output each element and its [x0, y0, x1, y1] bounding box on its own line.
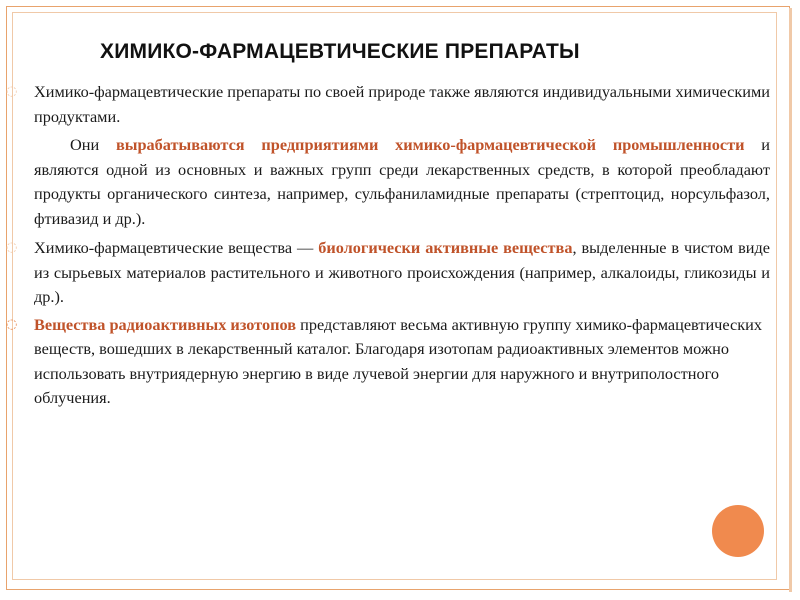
paragraph-4-highlight: Вещества радиоактивных изотопов: [34, 314, 297, 334]
bullet-icon: ◌: [6, 84, 18, 99]
paragraph-2-text-a: Они: [70, 135, 116, 154]
paragraph-3: [6, 236, 770, 310]
bullet-icon: ◌: [6, 316, 18, 332]
paragraph-2-highlight: вырабатываются предприятиями химико-фармацевтической промышленности: [115, 135, 745, 154]
paragraph-3-text-c: , выделенные в чистом виде из сырьевых материалов растительного и животного происхождения (например, алкалоиды, гликозиды и др.).: [34, 238, 770, 306]
right-decorative-stripe: [789, 8, 792, 592]
decorative-circle: [712, 505, 764, 557]
paragraph-4: [6, 313, 770, 411]
slide-title: ХИМИКО-ФАРМАЦЕВТИЧЕСКИЕ ПРЕПАРАТЫ: [100, 40, 580, 63]
paragraph-4-text-b: представляют весьма активную группу химико-фармацевтических веществ, вошедших в лекарственный каталог. Благодаря изотопам радиоактивных элементов можно использовать внутриядерную энергию в виде лучевой энергии для наружного и внутриполостного облучения.: [34, 314, 762, 407]
slide-content: [6, 80, 771, 411]
paragraph-1-text: Химико-фармацевтические препараты по своей природе также являются индивидуальными химическими продуктами.: [34, 82, 771, 126]
bullet-icon: ◌: [6, 240, 18, 255]
paragraph-1: [6, 80, 771, 129]
paragraph-3-text-a: Химико-фармацевтические вещества —: [34, 238, 319, 257]
paragraph-2: [34, 133, 770, 231]
paragraph-2-text-c: и являются одной из основных и важных групп среди лекарственных средств, в которой преобладают продукты органического синтеза, например, сульфаниламидные препараты (стрептоцид, норсульфазол, фтивазид и др.).: [34, 135, 770, 228]
paragraph-3-highlight: биологически активные вещества: [318, 238, 573, 257]
